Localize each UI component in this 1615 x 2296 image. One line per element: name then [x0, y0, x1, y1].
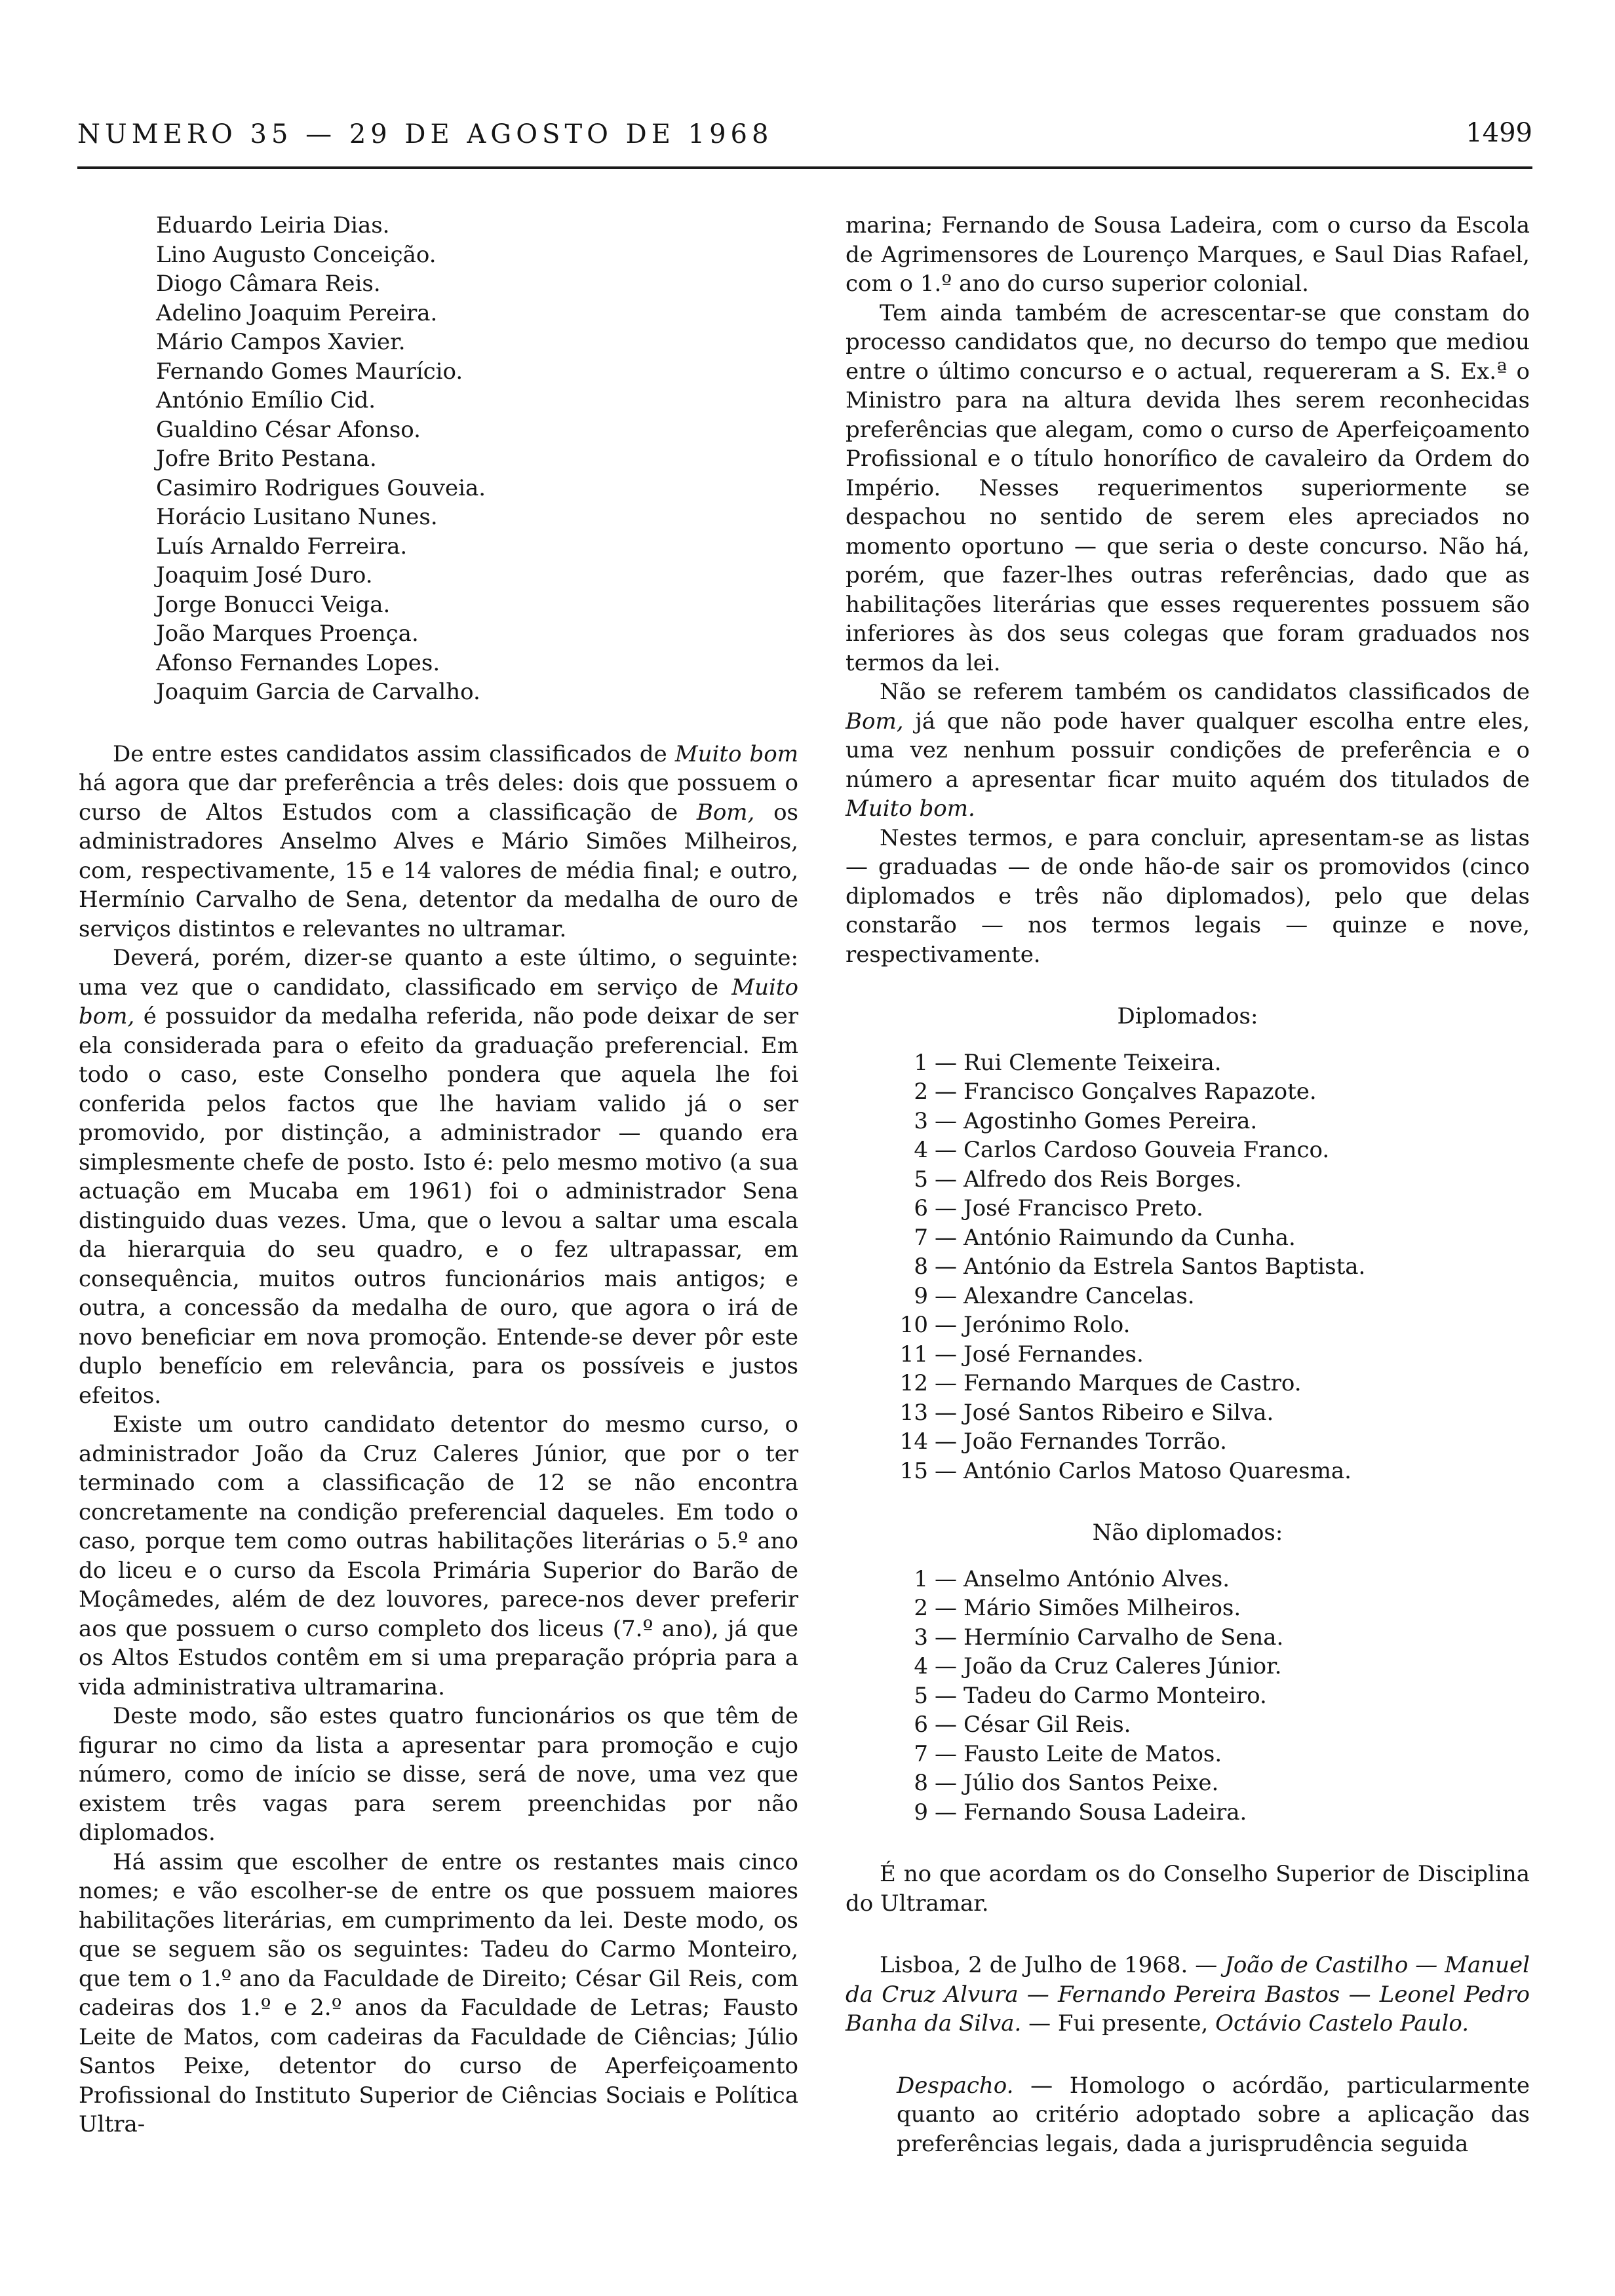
paragraph: Existe um outro candidato detentor do mesmo curso, o administrador João da Cruz Caleres Júnior, que por o ter terminado com a classificação de 12 se não encontra concretamente na condição preferencial daqueles. Em todo o caso, porque tem como outras habilitações literárias o 5.º ano do liceu e o curso da Escola Primária Superior do Barão de Moçâmedes, além de dez louvores, parece-nos dever preferir aos que possuem o curso completo dos liceus (7.º ano), já que os Altos Estudos contêm em si uma preparação própria para a vida administrativa ultramarina. [79, 1411, 798, 1700]
section-heading-diplomados: Diplomados: [1117, 1003, 1258, 1029]
list-item: 8 — Júlio dos Santos Peixe. [914, 1770, 1219, 1796]
list-item: Casimiro Rodrigues Gouveia. [156, 474, 486, 501]
left-column [79, 211, 798, 2270]
list-item: Mário Campos Xavier. [156, 329, 406, 355]
list-item: 12 — Fernando Marques de Castro. [899, 1370, 1302, 1396]
list-item: 4 — João da Cruz Caleres Júnior. [914, 1653, 1282, 1679]
list-item: 3 — Agostinho Gomes Pereira. [914, 1107, 1258, 1134]
header-rule [77, 166, 1532, 169]
diplomados-list [899, 1048, 1530, 1486]
paragraph: É no que acordam os do Conselho Superior de Disciplina do Ultramar. [846, 1861, 1530, 1917]
despacho-label: Despacho. [897, 2072, 1014, 2099]
paragraph: Não se referem também os candidatos classificados de Bom, já que não pode haver qualquer escolha entre eles, uma vez nenhum possuir condições de preferência e o número a apresentar ficar muito aquém dos titulados de Muito bom. [846, 679, 1530, 822]
list-item: António Emílio Cid. [156, 387, 376, 413]
page-header [77, 110, 1532, 156]
list-item: 3 — Hermínio Carvalho de Sena. [914, 1624, 1284, 1651]
list-item: 2 — Mário Simões Milheiros. [914, 1595, 1241, 1621]
list-item: Diogo Câmara Reis. [156, 271, 381, 297]
list-item: 6 — César Gil Reis. [914, 1712, 1131, 1738]
signature-block: Lisboa, 2 de Julho de 1968. — João de Castilho — Manuel da Cruz Alvura — Fernando Pereira Bastos — Leonel Pedro Banha da Silva. — Fui presente, Octávio Castelo Paulo. [846, 1952, 1530, 2037]
list-item: 15 — António Carlos Matoso Quaresma. [899, 1457, 1352, 1484]
list-item: Joaquim José Duro. [156, 562, 373, 588]
list-item: 2 — Francisco Gonçalves Rapazote. [914, 1079, 1317, 1105]
list-item: Eduardo Leiria Dias. [156, 212, 390, 239]
list-item: Adelino Joaquim Pereira. [156, 299, 438, 326]
paragraph: Deverá, porém, dizer-se quanto a este último, o seguinte: uma vez que o candidato, classificado em serviço de Muito bom, é possuidor da medalha referida, não pode deixar de ser ela considerada para o efeito da graduação preferencial. Em todo o caso, este Conselho pondera que aquela lhe foi conferida pelos factos que lhe haviam valido já o ser promovido, por distinção, a administrador — quando era simplesmente chefe de posto. Isto é: pelo mesmo motivo (a sua actuação em Mucaba em 1961) foi o administrador Sena distinguido duas vezes. Uma, que o levou a saltar uma escala da hierarquia do seu quadro, e o fez ultrapassar, em consequência, muitos outros funcionários mais antigos; e outra, a concessão da medalha de ouro, que agora o irá de novo beneficiar em nova promoção. Entende-se dever pôr este duplo benefício em relevância, para os possíveis e justos efeitos. [79, 945, 798, 1409]
paragraph: Nestes termos, e para concluir, apresentam-se as listas — graduadas — de onde hão-de sair os promovidos (cinco diplomados e três não diplomados), pelo que delas constarão — nos termos legais — quinze e nove, respectivamente. [846, 824, 1530, 968]
paragraph: Há assim que escolher de entre os restantes mais cinco nomes; e vão escolher-se de entre os que possuem maiores habilitações literárias, em cumprimento da lei. Deste modo, os que se seguem são os seguintes: Tadeu do Carmo Monteiro, que tem o 1.º ano da Faculdade de Direito; César Gil Reis, com cadeiras dos 1.º e 2.º anos da Faculdade de Letras; Fausto Leite de Matos, com cadeiras da Faculdade de Ciências; Júlio Santos Peixe, detentor do curso de Aperfeiçoamento Profissional do Instituto Superior de Ciências Sociais e Política Ultra- [79, 1848, 798, 2137]
list-item: Jofre Brito Pestana. [156, 446, 377, 472]
paragraph: Deste modo, são estes quatro funcionários os que têm de figurar no cimo da lista a apresentar para promoção e cujo número, como de início se disse, será de nove, uma vez que existem três vagas para serem preenchidas por não diplomados. [79, 1703, 798, 1846]
list-item: 11 — José Fernandes. [899, 1341, 1144, 1368]
list-item: 1 — Rui Clemente Teixeira. [914, 1049, 1222, 1076]
list-item: 13 — José Santos Ribeiro e Silva. [899, 1399, 1274, 1426]
list-item: 9 — Fernando Sousa Ladeira. [914, 1799, 1247, 1826]
list-item: 5 — Tadeu do Carmo Monteiro. [914, 1682, 1267, 1709]
list-item: Joaquim Garcia de Carvalho. [156, 679, 480, 705]
section-heading-nao-diplomados: Não diplomados: [1092, 1520, 1283, 1546]
list-item: Gualdino César Afonso. [156, 416, 421, 443]
list-item: Fernando Gomes Maurício. [156, 358, 463, 385]
list-item: 14 — João Fernandes Torrão. [899, 1428, 1227, 1455]
list-item: Lino Augusto Conceição. [156, 241, 437, 268]
despacho-paragraph: Despacho. — Homologo o acórdão, particularmente quanto ao critério adoptado sobre a aplicação das preferências legais, dada a jurisprudência seguida [897, 2072, 1530, 2157]
list-item: Jorge Bonucci Veiga. [156, 591, 391, 618]
list-item: 8 — António da Estrela Santos Baptista. [914, 1253, 1366, 1280]
list-item: 9 — Alexandre Cancelas. [914, 1282, 1195, 1309]
list-item: 7 — António Raimundo da Cunha. [914, 1224, 1296, 1251]
candidate-name-list [156, 211, 798, 707]
list-item: 4 — Carlos Cardoso Gouveia Franco. [914, 1137, 1330, 1163]
right-column [846, 211, 1530, 2270]
paragraph: Tem ainda também de acrescentar-se que constam do processo candidatos que, no decurso do tempo que mediou entre o último concurso e o actual, requereram a S. Ex.ª o Ministro para na altura devida lhes serem reconhecidas preferências que alegam, como o curso de Aperfeiçoamento Profissional e o título honorífico de cavaleiro da Ordem do Império. Nesses requerimentos superiormente se despachou no sentido de serem eles apreciados no momento oportuno — que seria o deste concurso. Não há, porém, que fazer-lhes outras referências, dado que as habilitações literárias que esses requerentes possuem são inferiores às dos seus colegas que foram graduados nos termos da lei. [846, 299, 1530, 676]
page-number: 1499 [1466, 118, 1532, 148]
list-item: Afonso Fernandes Lopes. [156, 649, 440, 676]
list-item: João Marques Proença. [156, 621, 419, 647]
list-item: 6 — José Francisco Preto. [914, 1195, 1203, 1221]
list-item: 10 — Jerónimo Rolo. [899, 1312, 1131, 1338]
paragraph: marina; Fernando de Sousa Ladeira, com o curso da Escola de Agrimensores de Lourenço Marques, e Saul Dias Rafael, com o 1.º ano do curso superior colonial. [846, 212, 1530, 297]
list-item: Luís Arnaldo Ferreira. [156, 533, 408, 560]
list-item: 5 — Alfredo dos Reis Borges. [914, 1166, 1242, 1193]
issue-title: NUMERO 35 — 29 DE AGOSTO DE 1968 [77, 119, 773, 149]
paragraph: De entre estes candidatos assim classificados de Muito bom há agora que dar preferência a três deles: dois que possuem o curso de Altos Estudos com a classificação de Bom, os administradores Anselmo Alves e Mário Simões Milheiros, com, respectivamente, 15 e 14 valores de média final; e outro, Hermínio Carvalho de Sena, detentor da medalha de ouro de serviços distintos e relevantes no ultramar. [79, 740, 799, 942]
list-item: 7 — Fausto Leite de Matos. [914, 1740, 1222, 1767]
list-item: 1 — Anselmo António Alves. [914, 1565, 1230, 1592]
list-item: Horácio Lusitano Nunes. [156, 504, 438, 530]
nao-diplomados-list [899, 1565, 1530, 1827]
